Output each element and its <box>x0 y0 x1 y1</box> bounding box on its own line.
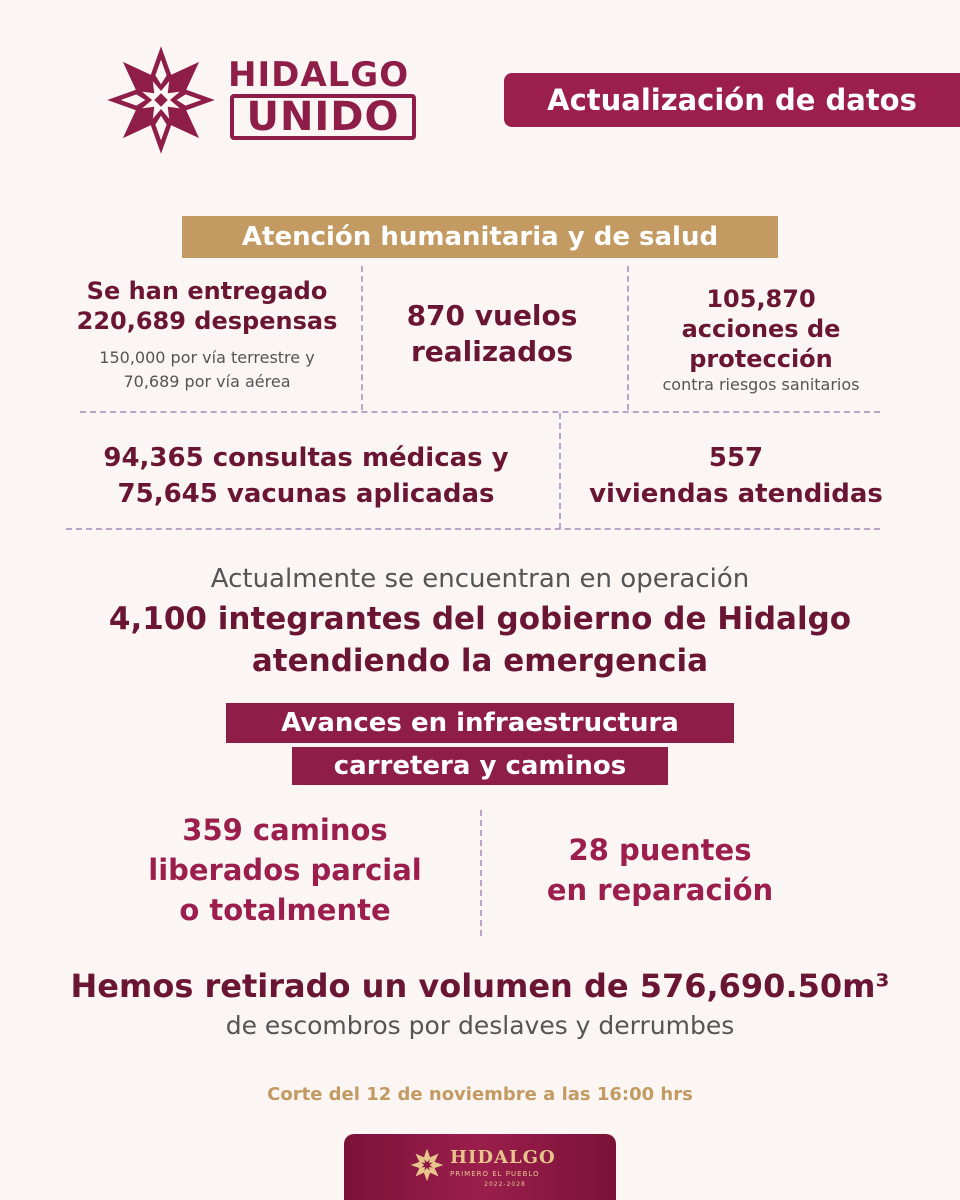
stat-consultas <box>60 440 552 512</box>
stat-vuelos <box>372 298 612 370</box>
divider-vertical-1 <box>361 266 363 410</box>
stat-consultas-line2: 75,645 vacunas aplicadas <box>117 479 495 509</box>
operation-intro: Actualmente se encuentran en operación <box>210 564 750 594</box>
health-section-title: Atención humanitaria y de salud <box>182 216 778 258</box>
footer-star-icon <box>410 1148 444 1182</box>
stat-caminos <box>120 810 450 930</box>
stat-puentes-line2: en reparación <box>546 873 774 907</box>
stat-consultas-line1: 94,365 consultas médicas y <box>103 443 509 473</box>
logo-word-hidalgo: HIDALGO <box>228 55 410 95</box>
stat-despensas-line2: 220,689 despensas <box>76 307 338 335</box>
stat-viviendas-line1: 557 <box>708 443 764 473</box>
stat-despensas-line1: Se han entregado <box>86 277 328 305</box>
stat-despensas-detail-line2: 70,689 por vía aérea <box>123 372 291 391</box>
stat-despensas-detail-line1: 150,000 por vía terrestre y <box>99 348 315 367</box>
stat-proteccion-line2: acciones de <box>681 315 841 343</box>
stat-puentes <box>500 830 820 910</box>
cutoff-note: Corte del 12 de noviembre a las 16:00 hrs <box>267 1084 693 1105</box>
divider-vertical-3 <box>559 413 561 529</box>
footer-years: 2022-2028 <box>484 1181 526 1188</box>
stat-vuelos-line2: realizados <box>410 335 574 368</box>
volume-detail: de escombros por deslaves y derrumbes <box>225 1011 735 1040</box>
stat-proteccion <box>630 284 892 374</box>
divider-horizontal-1 <box>80 411 880 413</box>
stat-viviendas <box>566 440 906 512</box>
operation-headline-line1: 4,100 integrantes del gobierno de Hidalgo <box>108 601 852 637</box>
stat-proteccion-detail: contra riesgos sanitarios <box>662 375 860 394</box>
logo-word-unido: UNIDO <box>246 94 400 140</box>
stat-viviendas-line2: viviendas atendidas <box>589 479 883 509</box>
stat-caminos-line1: 359 caminos <box>182 813 388 847</box>
stat-despensas-detail <box>60 346 354 394</box>
infra-section-title-2: carretera y caminos <box>292 747 668 785</box>
stat-puentes-line1: 28 puentes <box>568 833 752 867</box>
footer-subtitle: PRIMERO EL PUEBLO <box>450 1170 540 1178</box>
stat-caminos-line3: o totalmente <box>179 893 391 927</box>
operation-headline <box>0 598 960 682</box>
stat-despensas <box>60 276 354 336</box>
stat-caminos-line2: liberados parcial <box>148 853 422 887</box>
volume-headline: Hemos retirado un volumen de 576,690.50m³ <box>70 967 890 1005</box>
stat-proteccion-line1: 105,870 <box>706 285 816 313</box>
divider-vertical-2 <box>627 266 629 410</box>
update-badge: Actualización de datos <box>504 73 960 127</box>
infra-section-title-1: Avances en infraestructura <box>226 703 734 743</box>
stat-proteccion-line3: protección <box>689 345 833 373</box>
hidalgo-unido-star-logo <box>105 44 217 156</box>
divider-horizontal-2 <box>66 528 880 530</box>
stat-vuelos-line1: 870 vuelos <box>406 299 578 332</box>
operation-headline-line2: atendiendo la emergencia <box>251 643 709 679</box>
divider-vertical-infra <box>480 810 482 936</box>
footer-title: HIDALGO <box>450 1147 556 1168</box>
